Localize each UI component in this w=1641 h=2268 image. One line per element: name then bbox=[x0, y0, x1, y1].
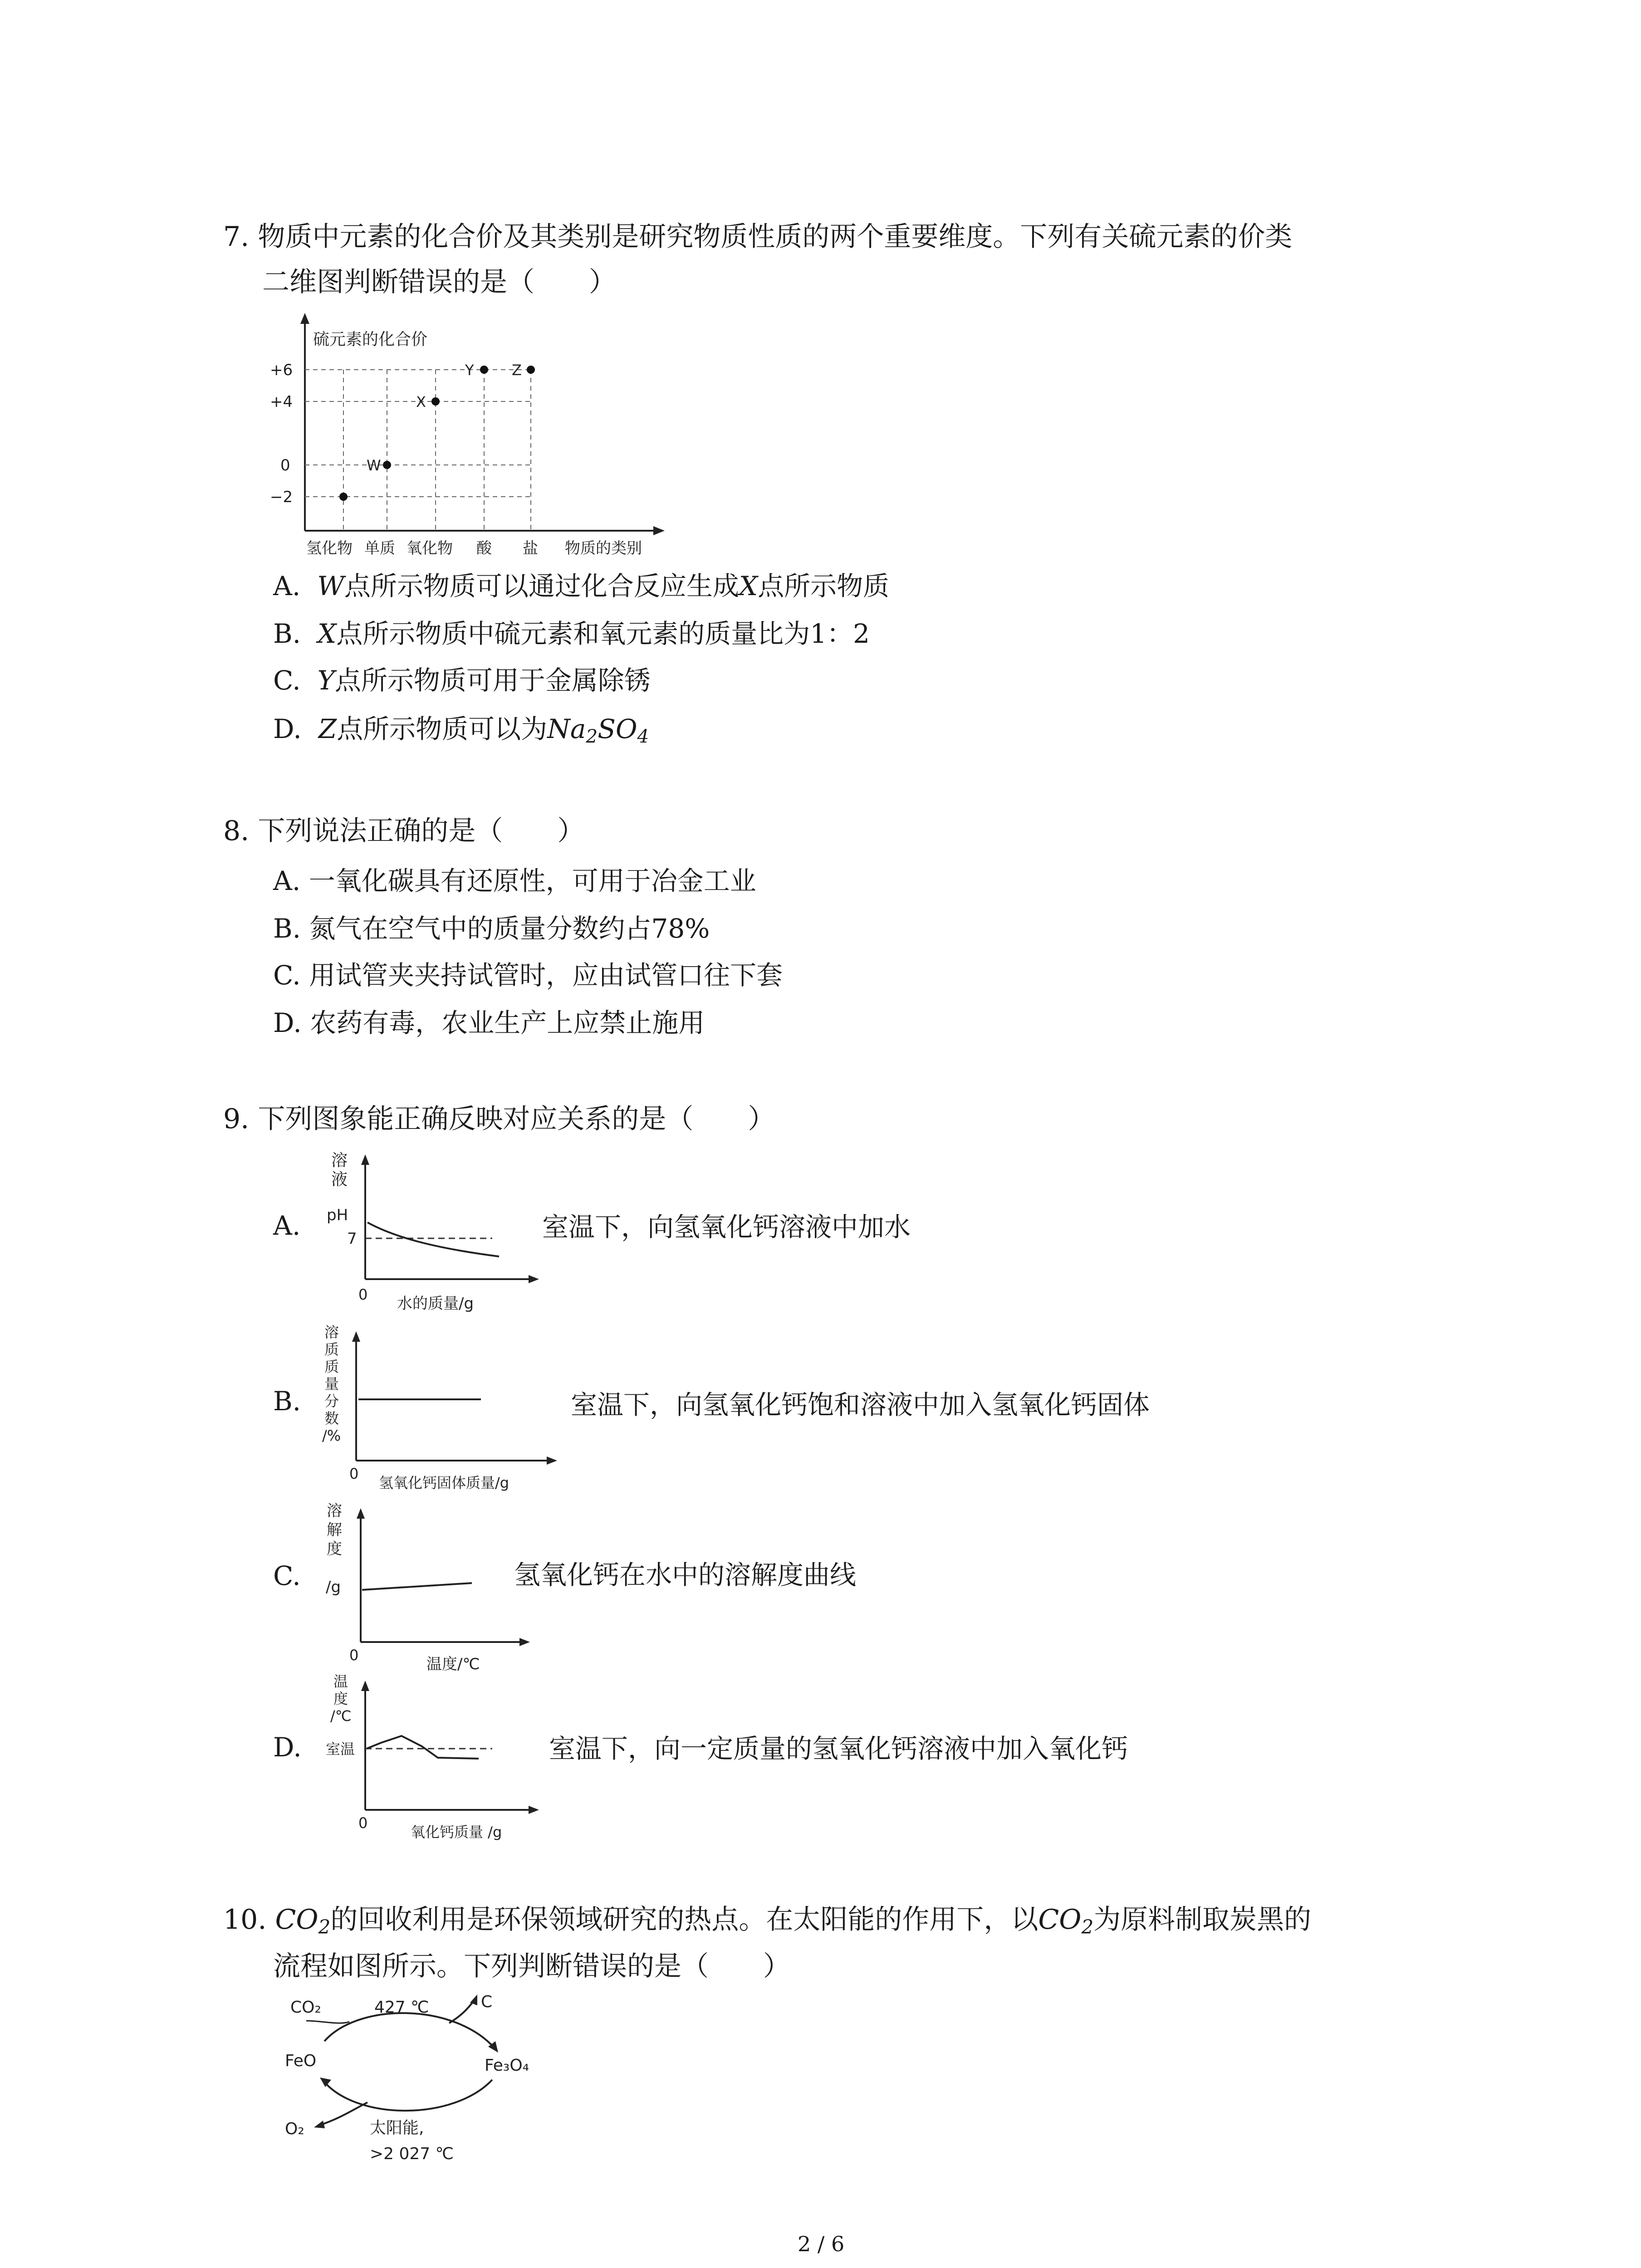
q10-label-solar: 太阳能, bbox=[370, 2119, 424, 2137]
q9-b-ylabel-3: 质 bbox=[324, 1358, 339, 1375]
q10-label-co2: CO₂ bbox=[290, 1998, 321, 2017]
q9-option-a-text: 室温下，向氢氧化钙溶液中加水 bbox=[542, 1212, 911, 1242]
q9-b-ylabel-6: 数 bbox=[324, 1410, 339, 1427]
q9-b-ylabel-1: 溶 bbox=[324, 1324, 339, 1341]
q9-a-ylabel-1: 溶 bbox=[331, 1151, 348, 1170]
q7-option-d: D. Z点所示物质可以为$Na_2SO_4$ bbox=[273, 714, 649, 748]
q9-chart-c bbox=[313, 1497, 549, 1678]
q9-b-ylabel-2: 质 bbox=[324, 1341, 339, 1358]
q7-xtick-element: 单质 bbox=[364, 539, 395, 557]
q9-a-xlabel: 水的质量/g bbox=[397, 1295, 474, 1313]
q10-label-2027c: >2 027 ℃ bbox=[370, 2145, 454, 2163]
q7-point-unnamed bbox=[339, 493, 348, 501]
q7-point-y-label: Y bbox=[465, 362, 474, 379]
q9-b-ylabel-7: /% bbox=[322, 1427, 341, 1444]
page-number: 2 / 6 bbox=[798, 2232, 845, 2256]
q9-b-ylabel-4: 量 bbox=[324, 1375, 339, 1393]
q9-option-a-letter: A. bbox=[273, 1210, 301, 1241]
q9-d-ylabel-1: 温 bbox=[333, 1673, 348, 1690]
q9-option-d-letter: D. bbox=[273, 1732, 302, 1763]
q9-c-ylabel-4: /g bbox=[326, 1578, 341, 1596]
q7-stem-line1: 7. 物质中元素的化合价及其类别是研究物质性质的两个重要维度。下列有关硫元素的价类 bbox=[223, 221, 1293, 253]
q9-chart-a bbox=[318, 1148, 554, 1320]
q7-point-z bbox=[527, 366, 535, 374]
q7-chart-xlabel: 物质的类别 bbox=[565, 539, 642, 557]
q10-label-o2: O₂ bbox=[285, 2120, 304, 2138]
q9-a-ylabel-2: 液 bbox=[331, 1170, 348, 1189]
q9-d-tick-room-temp: 室温 bbox=[326, 1740, 355, 1758]
q10-cycle-diagram bbox=[281, 1989, 572, 2180]
q10-label-feo: FeO bbox=[285, 2052, 317, 2070]
q9-c-xlabel: 温度/℃ bbox=[426, 1655, 480, 1673]
q8-option-a: A. 一氧化碳具有还原性，可用于冶金工业 bbox=[273, 865, 756, 896]
q9-option-b-letter: B. bbox=[273, 1386, 301, 1417]
q9-option-d-text: 室温下，向一定质量的氢氧化钙溶液中加入氧化钙 bbox=[549, 1733, 1128, 1764]
q9-a-origin: 0 bbox=[358, 1286, 368, 1303]
q8-option-c: C. 用试管夹夹持试管时，应由试管口往下套 bbox=[273, 960, 783, 991]
q9-a-tick-7: 7 bbox=[347, 1230, 357, 1248]
q7-option-c: C. Y点所示物质可用于金属除锈 bbox=[273, 665, 651, 696]
q7-xtick-hydride: 氢化物 bbox=[306, 539, 353, 557]
q9-b-xlabel: 氢氧化钙固体质量/g bbox=[379, 1474, 509, 1491]
q10-stem-line2: 流程如图所示。下列判断错误的是（ ） bbox=[273, 1950, 790, 1982]
q7-xtick-acid: 酸 bbox=[476, 539, 492, 557]
q10-label-c: C bbox=[481, 1993, 493, 2011]
q7-chart-ylabel: 硫元素的化合价 bbox=[313, 330, 428, 349]
q7-point-w bbox=[383, 461, 391, 469]
q9-c-origin: 0 bbox=[349, 1647, 359, 1664]
q7-ytick-0: 0 bbox=[280, 456, 290, 474]
q10-label-427c: 427 ℃ bbox=[374, 1998, 429, 2017]
q7-xtick-salt: 盐 bbox=[523, 539, 538, 557]
q9-d-ylabel-2: 度 bbox=[333, 1690, 348, 1707]
q8-option-d: D. 农药有毒，农业生产上应禁止施用 bbox=[273, 1007, 705, 1038]
q7-xtick-oxide: 氧化物 bbox=[407, 539, 453, 557]
q9-option-c-letter: C. bbox=[273, 1560, 301, 1591]
q8-option-b: B. 氮气在空气中的质量分数约占78% bbox=[273, 913, 710, 944]
q7-ytick-4: +4 bbox=[270, 393, 293, 411]
q9-d-origin: 0 bbox=[358, 1814, 368, 1832]
q7-point-z-label: Z bbox=[512, 362, 522, 379]
q7-valence-chart bbox=[263, 308, 671, 562]
q9-d-ylabel-3: /℃ bbox=[330, 1707, 352, 1725]
q7-ytick-6: +6 bbox=[270, 361, 293, 379]
q9-option-b-text: 室温下，向氢氧化钙饱和溶液中加入氢氧化钙固体 bbox=[571, 1389, 1150, 1420]
q9-c-ylabel-3: 度 bbox=[327, 1540, 342, 1558]
q9-stem: 9. 下列图象能正确反映对应关系的是（ ） bbox=[223, 1103, 775, 1135]
q9-chart-d bbox=[313, 1669, 567, 1851]
q9-d-xlabel: 氧化钙质量 /g bbox=[411, 1823, 502, 1841]
q9-c-ylabel-2: 解 bbox=[327, 1521, 342, 1539]
q7-option-b: B. X点所示物质中硫元素和氧元素的质量比为1：2 bbox=[273, 618, 870, 649]
q10-label-fe3o4: Fe₃O₄ bbox=[485, 2056, 529, 2075]
q8-stem: 8. 下列说法正确的是（ ） bbox=[223, 815, 585, 847]
q9-b-origin: 0 bbox=[349, 1465, 359, 1482]
q9-option-c-text: 氢氧化钙在水中的溶解度曲线 bbox=[514, 1559, 857, 1590]
q7-point-w-label: W bbox=[367, 457, 381, 474]
q9-chart-b bbox=[313, 1320, 585, 1501]
q7-point-y bbox=[480, 366, 488, 374]
q7-point-x bbox=[431, 397, 440, 406]
q9-a-ylabel-3: pH bbox=[327, 1206, 348, 1224]
q10-stem-line1: 10. $CO_2$的回收利用是环保领域研究的热点。在太阳能的作用下，以$CO_2$为原料制取炭黑的 bbox=[223, 1904, 1312, 1938]
q7-stem-line2: 二维图判断错误的是（ ） bbox=[262, 266, 616, 298]
q9-b-ylabel-5: 分 bbox=[324, 1393, 339, 1410]
q7-option-a: A. W点所示物质可以通过化合反应生成X点所示物质 bbox=[273, 571, 890, 601]
q7-ytick-neg2: −2 bbox=[270, 488, 293, 506]
q9-c-ylabel-1: 溶 bbox=[327, 1502, 342, 1520]
q7-point-x-label: X bbox=[416, 393, 426, 411]
